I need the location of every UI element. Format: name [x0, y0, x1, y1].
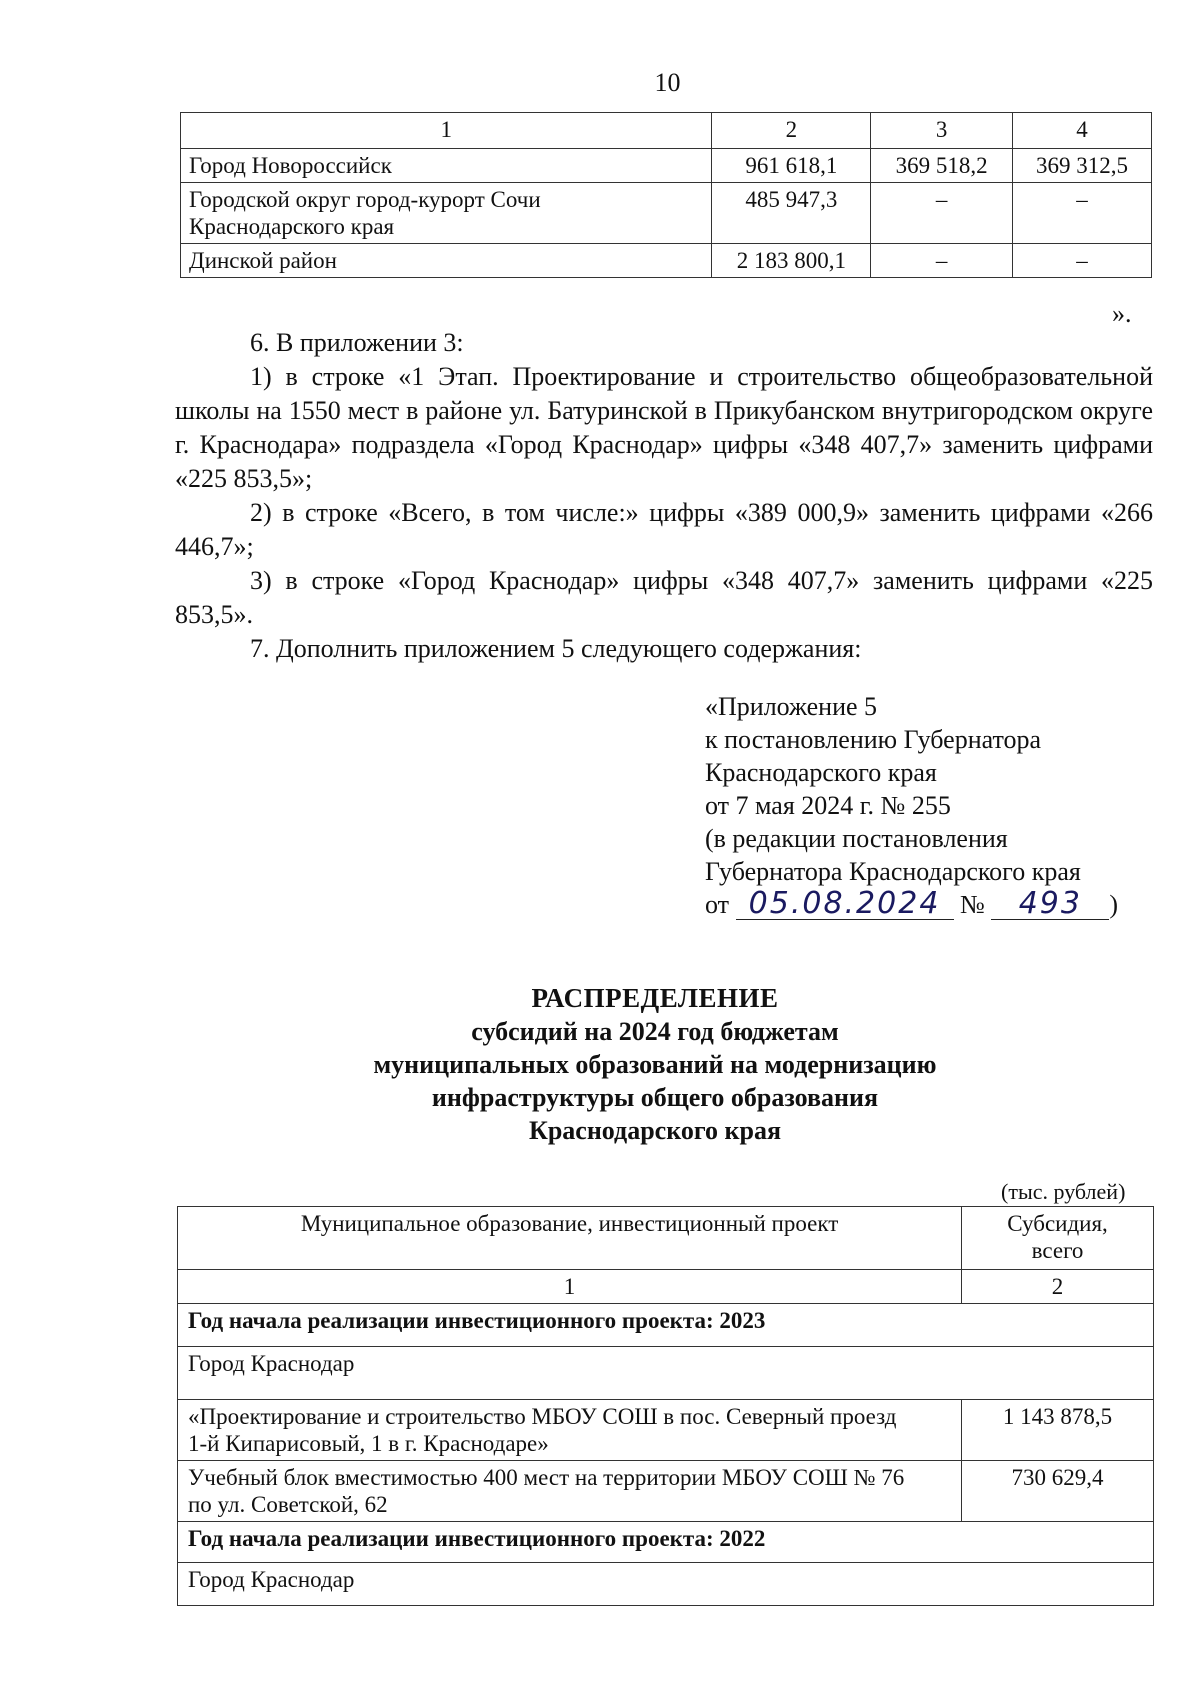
appendix-line: к постановлению Губернатора: [705, 725, 1042, 754]
subsidy-value: 730 629,4: [962, 1461, 1154, 1522]
col2-header: [962, 1207, 1154, 1270]
title-line: Краснодарского края: [528, 1116, 782, 1145]
paragraph-6-3: 3) в строке «Город Краснодар» цифры «348 407,7» заменить цифрами «225 853,5».: [175, 566, 1153, 629]
appendix-line: «Приложение 5: [705, 692, 878, 721]
municipality-name: Город Краснодар: [178, 1563, 1154, 1606]
project-name: [178, 1461, 962, 1522]
value-cell: 961 618,1: [712, 149, 871, 183]
table-header-row: [181, 113, 1152, 149]
table-header-cell: 1: [181, 113, 712, 149]
municipality-name: Город Новороссийск: [181, 149, 712, 183]
value-cell: 369 312,5: [1013, 149, 1152, 183]
value-cell: –: [871, 244, 1013, 278]
document-title: [0, 982, 1200, 1147]
section-heading: Год начала реализации инвестиционного проекта: 2022: [178, 1522, 1154, 1563]
project-name-line: «Проектирование и строительство МБОУ СОШ в пос. Северный проезд: [188, 1404, 897, 1429]
table-row: [181, 149, 1152, 183]
value-cell: 485 947,3: [712, 183, 871, 244]
col2-header-line: Субсидия,: [1007, 1211, 1108, 1236]
paragraph-6: 6. В приложении 3:: [250, 328, 464, 357]
table-row: [181, 244, 1152, 278]
handwritten-date: 05.08.2024: [736, 889, 954, 920]
section-row: [178, 1522, 1154, 1563]
subsidy-value: 1 143 878,5: [962, 1400, 1154, 1461]
col2-header-line: всего: [1031, 1238, 1084, 1263]
project-name: [178, 1400, 962, 1461]
project-name-line: Учебный блок вместимостью 400 мест на территории МБОУ СОШ № 76: [188, 1465, 905, 1490]
amendment-text: [175, 326, 1153, 666]
closing-quote: ».: [1112, 299, 1132, 328]
paragraph-6-2: 2) в строке «Всего, в том числе:» цифры «389 000,9» заменить цифрами «266 446,7»;: [175, 498, 1153, 561]
municipality-name: Динской район: [181, 244, 712, 278]
title-line: инфраструктуры общего образования: [431, 1083, 879, 1112]
table-header-cell: 2: [712, 113, 871, 149]
value-cell: 369 518,2: [871, 149, 1013, 183]
value-cell: –: [871, 183, 1013, 244]
title-main: РАСПРЕДЕЛЕНИЕ: [531, 983, 779, 1013]
column-number: 2: [962, 1270, 1154, 1304]
section-heading: Год начала реализации инвестиционного проекта: 2023: [178, 1304, 1154, 1347]
title-line: субсидий на 2024 год бюджетам: [471, 1017, 839, 1046]
column-number: 1: [178, 1270, 962, 1304]
municipality-row: [178, 1347, 1154, 1400]
table-number-row: [178, 1270, 1154, 1304]
handwritten-number: 493: [991, 889, 1109, 920]
table-header-cell: 4: [1013, 113, 1152, 149]
appendix-date-line: [705, 888, 1118, 921]
from-label: от: [705, 890, 730, 919]
closing-paren: ): [1109, 890, 1119, 919]
municipality-name: Город Краснодар: [178, 1347, 1154, 1400]
continuation-table: [180, 112, 1152, 278]
value-cell: –: [1013, 183, 1152, 244]
table-row: [178, 1400, 1154, 1461]
municipality-name: [181, 183, 712, 244]
value-cell: 2 183 800,1: [712, 244, 871, 278]
section-row: [178, 1304, 1154, 1347]
table-header-cell: 3: [871, 113, 1013, 149]
subsidy-distribution-table: [177, 1206, 1154, 1606]
project-name-line: по ул. Советской, 62: [188, 1492, 388, 1517]
units-label: (тыс. рублей): [1001, 1179, 1126, 1204]
appendix-line: Губернатора Краснодарского края: [705, 857, 1081, 886]
municipality-name-line: Городской округ город-курорт Сочи: [189, 187, 541, 212]
number-label: №: [960, 890, 985, 919]
table-row: [181, 183, 1152, 244]
appendix-reference-block: [705, 690, 1118, 921]
appendix-line: от 7 мая 2024 г. № 255: [705, 791, 951, 820]
value-cell: –: [1013, 244, 1152, 278]
paragraph-7: 7. Дополнить приложением 5 следующего содержания:: [250, 634, 862, 663]
table-header-row: [178, 1207, 1154, 1270]
col1-header: Муниципальное образование, инвестиционный проект: [178, 1207, 962, 1270]
municipality-row: [178, 1563, 1154, 1606]
project-name-line: 1-й Кипарисовый, 1 в г. Краснодаре»: [188, 1431, 549, 1456]
appendix-line: (в редакции постановления: [705, 824, 1008, 853]
title-line: муниципальных образований на модернизацию: [373, 1050, 937, 1079]
page-number: 10: [654, 68, 681, 97]
paragraph-6-1: 1) в строке «1 Этап. Проектирование и строительство общеобразовательной школы на 1550 мест в районе ул. Батуринской в Прикубанском внутригородском округе г. Краснодара» подраздела «Город Краснодар» цифры «348 407,7» заменить цифрами «225 853,5»;: [175, 362, 1153, 493]
municipality-name-line: Краснодарского края: [189, 214, 395, 239]
appendix-line: Краснодарского края: [705, 758, 937, 787]
table-row: [178, 1461, 1154, 1522]
